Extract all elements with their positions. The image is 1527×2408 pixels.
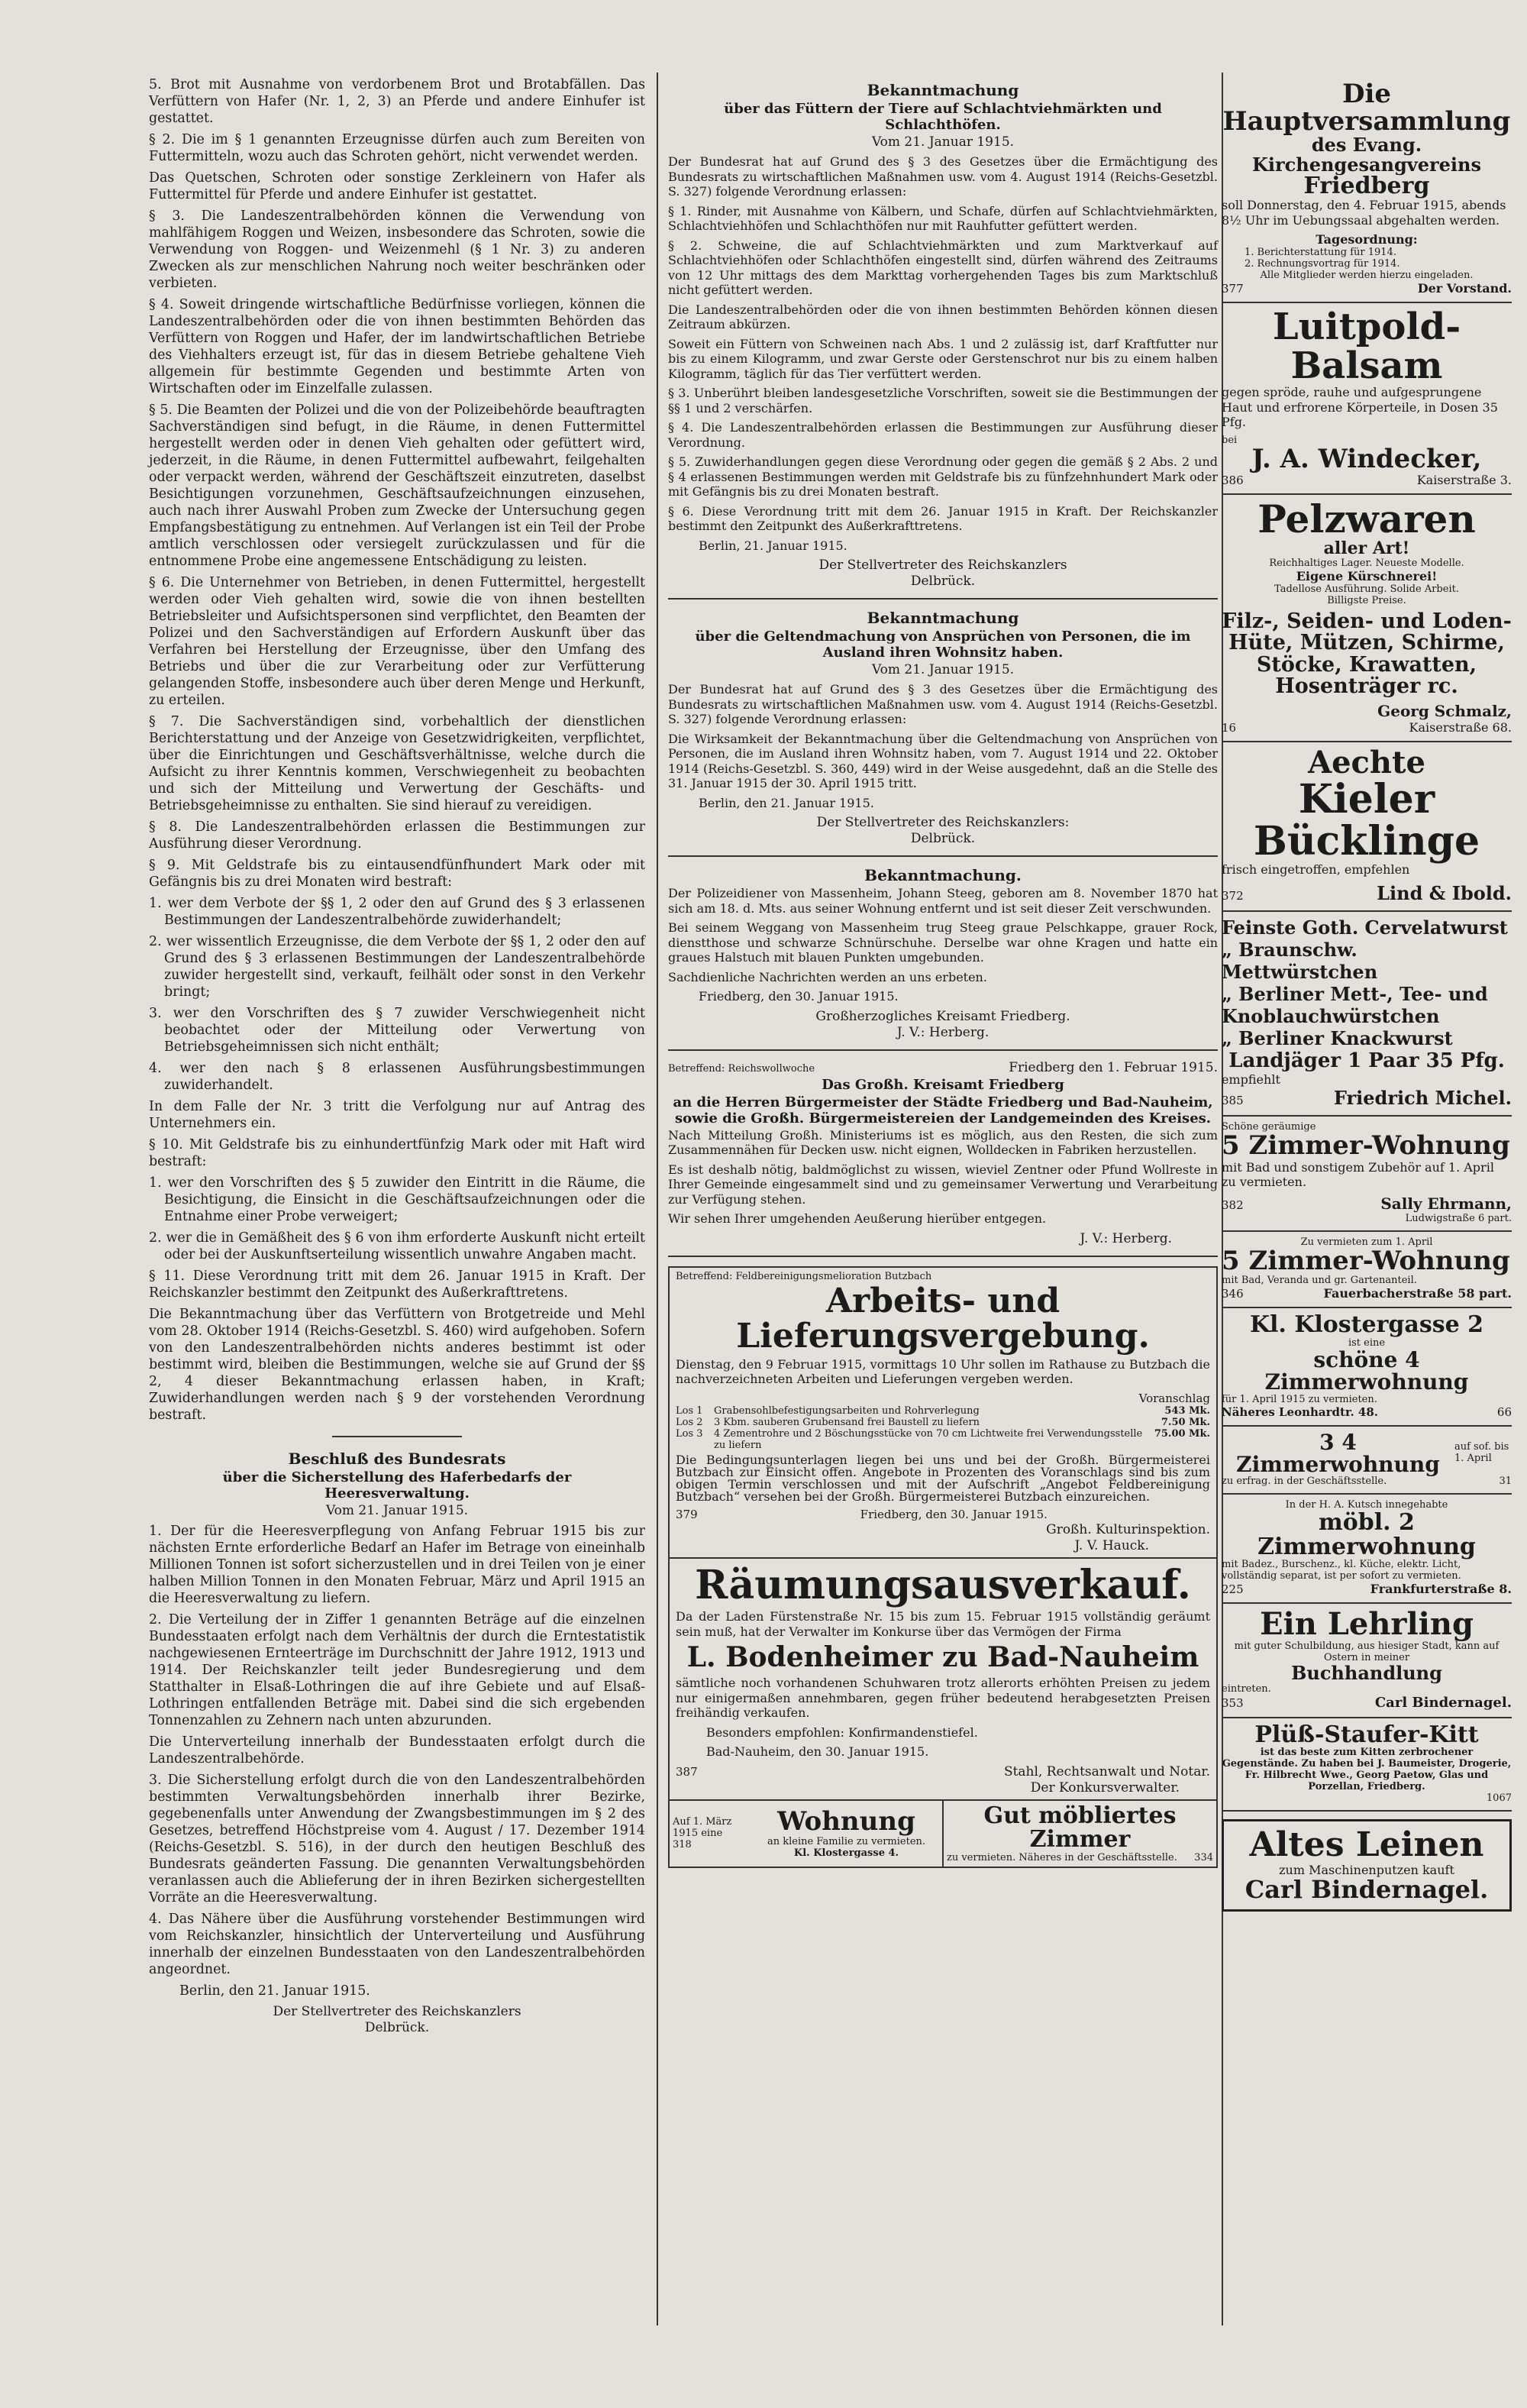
ad-subline: des Evang. Kirchengesangvereins	[1252, 134, 1481, 176]
firm-name: Carl Bindernagel.	[1374, 1694, 1512, 1711]
ad-text: Tadellose Ausführung. Solide Arbeit.	[1274, 583, 1459, 595]
firm-name: Friedrich Michel.	[1333, 1086, 1512, 1109]
place-date: Friedberg, den 30. Januar 1915.	[860, 1507, 1048, 1521]
list-item: 2. wer wissentlich Erzeugnisse, die dem Verbote der §§ 1, 2 oder den auf Grund des § 3 erlassenen Bestimmungen der Landeszentralbehörde zuwider hergestellt sind, verkauft, feilhält oder sonst in den Verkehr bringt;	[149, 934, 645, 1000]
ad-text: mit guter Schulbildung, aus hiesiger Stadt, kann auf Ostern in meiner	[1234, 1640, 1500, 1664]
ad-text: soll Donnerstag, den 4. Februar 1915, abends 8½ Uhr im Uebungssaal abgehalten werden.	[1222, 198, 1506, 228]
place-date: Berlin, den 21. Januar 1915.	[699, 795, 874, 810]
ad-text: für 1. April 1915 zu vermieten.	[1222, 1393, 1377, 1405]
ad-headline: Räumungsausverkauf.	[695, 1561, 1191, 1608]
divider	[668, 1049, 1218, 1051]
ad-5-zimmer-1	[1222, 1117, 1512, 1232]
ad-subline: Friedberg	[1303, 172, 1430, 199]
ad-subline: Buchhandlung	[1291, 1662, 1442, 1685]
paragraph: Besonders empfohlen: Konfirmandenstiefel.	[706, 1724, 978, 1740]
paragraph: Da der Laden Fürstenstraße Nr. 15 bis zum 15. Februar 1915 vollständig geräumt sein muß, hat der Verwalter im Konkurse über das Vermögen der Firma	[676, 1609, 1210, 1639]
paragraph: § 4. Die Landeszentralbehörden erlassen die Bestimmungen zur Ausführung dieser Verordnung.	[668, 420, 1218, 450]
ad-headline: Gut möbliertes Zimmer	[983, 1802, 1177, 1854]
article-date: Vom 21. Januar 1915.	[871, 662, 1015, 677]
lot-number: Los 2	[676, 1416, 703, 1428]
paragraph: 1. Der für die Heeresverpflegung von Anfang Februar 1915 bis zur nächsten Ernte erforderliche Bedarf an Hafer im Betrage von eineinhalb Millionen Tonnen ist sofort sicherzustellen und in drei Teilen von je einer halben Million Tonnen in den Monaten Februar, März und April 1915 an die Heeresverwaltung zu liefern.	[149, 1524, 645, 1606]
paragraph: § 5. Zuwiderhandlungen gegen diese Verordnung oder gegen die gemäß § 2 Abs. 2 und § 4 erlassenen Bestimmungen werden mit Geldstrafe bis zu fünfzehnhundert Mark oder mit Gefängnis bis zu drei Monaten bestraft.	[668, 454, 1218, 499]
article-subtitle: über das Füttern der Tiere auf Schlachtviehmärkten und Schlachthöfen.	[724, 101, 1162, 133]
ad-text: mit Bad und sonstigem Zubehör auf 1. April zu vermieten.	[1222, 1159, 1494, 1190]
product-item: „ Berliner Knackwurst	[1222, 1026, 1453, 1049]
paragraph: Die Unterverteilung innerhalb der Bundesstaaten erfolgt durch die Landeszentralbehörde.	[149, 1734, 645, 1766]
lot-row	[676, 1405, 1210, 1417]
paragraph: In dem Falle der Nr. 3 tritt die Verfolgung nur auf Antrag des Unternehmers ein.	[149, 1099, 645, 1131]
paragraph: Sachdienliche Nachrichten werden an uns erbeten.	[668, 969, 987, 984]
column-middle	[668, 76, 1218, 1868]
ad-altes-leinen	[1222, 1819, 1512, 1912]
paragraph: Dienstag, den 9 Februar 1915, vormittags 10 Uhr sollen im Rathause zu Butzbach die nachverzeichneten Arbeiten und Lieferungen vergeben werden.	[676, 1356, 1210, 1387]
ad-number: 377	[1222, 282, 1244, 296]
place-date: Berlin, 21. Januar 1915.	[699, 538, 847, 553]
paragraph: Das Quetschen, Schroten oder sonstige Zerkleinern von Hafer als Futtermittel für Pferde und andere Einhufer ist gestattet.	[149, 170, 645, 202]
ad-headline: Arbeits- und Lieferungsvergebung.	[736, 1281, 1150, 1356]
ad-kitt	[1222, 1718, 1512, 1812]
paragraph: § 9. Mit Geldstrafe bis zu eintausendfünfhundert Mark oder mit Gefängnis bis zu drei Monaten wird bestraft:	[149, 858, 645, 890]
paragraph: Die Bekanntmachung über das Verfüttern von Brotgetreide und Mehl vom 28. Oktober 1914 (Reichs-Gesetzbl. S. 460) wird aufgehoben. Sofern von den Landeszentralbehörden nichts anderes bestimmt ist oder bestimmt wird, bleiben die Bestimmungen, welche sie auf Grund der §§ 2, 4 dieser Bekanntmachung erlassen haben, in Kraft; Zuwiderhandlungen werden nach § 9 der vorstehenden Verordnung bestraft.	[149, 1307, 645, 1423]
ad-number: 386	[1222, 474, 1244, 488]
article-title: Bekanntmachung.	[864, 866, 1022, 884]
list-item: 2. wer die in Gemäßheit des § 6 von ihm erforderte Auskunft nicht erteilt oder bei der Auskunftserteilung wissentlich unwahre Angaben macht.	[149, 1230, 645, 1262]
small-ads-row	[668, 1801, 1218, 1868]
ad-headline: schöne 4 Zimmerwohnung	[1264, 1346, 1469, 1395]
lot-value: 543 Mk.	[1164, 1404, 1210, 1417]
list-item: 1. wer den Vorschriften des § 5 zuwider den Eintritt in die Räume, die Besichtigung, die Einsicht in die Geschäftsaufzeichnungen oder die Entnahme einer Probe verweigert;	[149, 1175, 645, 1224]
column-ads	[1222, 76, 1512, 1912]
article-subtitle: über die Geltendmachung von Ansprüchen von Personen, die im Ausland ihren Wohnsitz haben.	[695, 629, 1191, 661]
firm-name: Sally Ehrmann,	[1380, 1194, 1512, 1213]
ad-pelzwaren	[1222, 495, 1512, 742]
address: Fauerbacherstraße 58 part.	[1323, 1286, 1512, 1301]
betreff: Betreffend: Feldbereinigungsmelioration Butzbach	[676, 1270, 932, 1282]
signer-name: J. V. Hauck.	[1074, 1537, 1149, 1553]
signer-name: Der Konkursverwalter.	[1030, 1779, 1180, 1795]
ad-text: zu erfrag. in der Geschäftsstelle.	[1222, 1476, 1387, 1488]
ad-text: gegen spröde, rauhe und aufgesprungene Haut und erfrorene Körperteile, in Dosen 35 Pfg.	[1222, 385, 1498, 430]
paragraph: 3. Die Sicherstellung erfolgt durch die von den Landeszentralbehörden bestimmten Verwaltungsbehörden innerhalb ihrer Bezirke, gegebenenfalls unter Anwendung der Zwangsbestimmungen im § 2 des Gesetzes, betreffend Höchstpreise vom 4. August / 17. Dezember 1914 (Reichs-Gesetzbl. S. 516), in der durch den heutigen Beschluß des Bundesrats geänderten Fassung. Die genannten Verwaltungsbehörden veranlassen auch die Ablieferung der in ihren Bezirken sichergestellten Vorräte an die Heeresverwaltung.	[149, 1773, 645, 1905]
notice-header: an die Herren Bürgermeister der Städte Friedberg und Bad-Nauheim, sowie die Großh. Bürgermeistereien der Landgemeinden des Kreises.	[673, 1094, 1213, 1126]
place-date: Bad-Nauheim, den 30. Januar 1915.	[706, 1744, 929, 1760]
dateline: Friedberg den 1. Februar 1915.	[1009, 1059, 1218, 1075]
paragraph: Die Wirksamkeit der Bekanntmachung über die Geltendmachung von Ansprüchen von Personen, die im Ausland ihren Wohnsitz haben, vom 7. August 1914 und 22. Oktober 1914 (Reichs-Gesetzbl. S. 360, 449) wird in der Weise ausgedehnt, daß an die Stelle des 31. Januar 1915 der 30. April 1915 tritt.	[668, 731, 1218, 790]
paragraph: § 7. Die Sachverständigen sind, vorbehaltlich der dienstlichen Berichterstattung und der Anzeige von Gesetzwidrigkeiten, verpflichtet, über die Einrichtungen und Geschäftsverhältnisse, welche durch die Aufsicht zu ihrer Kenntnis kommen, Verschwiegenheit zu beobachten und sich der Mitteilung und Verwertung der Geschäfts- und Betriebsgeheimnisse zu enthalten. Sie sind hierauf zu vereidigen.	[149, 714, 645, 813]
signer-name: Delbrück.	[364, 2020, 430, 2035]
ad-number: 16	[1222, 721, 1237, 735]
signer: Der Stellvertreter des Reichskanzlers	[818, 558, 1067, 573]
article-title: Bekanntmachung	[867, 81, 1019, 99]
signer: Der Stellvertreter des Reichskanzlers	[273, 2004, 521, 2019]
paragraph: Bei seinem Weggang von Massenheim trug Steeg graue Pelschkappe, grauer Rock, dienstthose und schwarze Schnürschuhe. Derselbe war ohne Kragen und hatte ein graues Halstuch mit blauen Punkten umgebunden.	[668, 920, 1218, 965]
ad-text: auf sof. bis 1. April	[1454, 1440, 1509, 1464]
list-item: 4. wer den nach § 8 erlassenen Ausführungsbestimmungen zuwiderhandelt.	[149, 1061, 645, 1093]
ad-number: 372	[1222, 888, 1244, 903]
place-date: Berlin, den 21. Januar 1915.	[179, 1983, 370, 1999]
paragraph: § 2. Schweine, die auf Schlachtviehmärkten und zum Marktverkauf auf Schlachtviehhöfen oder Schlachthöfen eingestellt sind, dürfen während des Zeitraums von 12 Uhr mittags des dem Markttag vorhergehenden Tages bis zum Marktschluß nicht gefüttert werden.	[668, 238, 1218, 297]
ad-text: mit Badez., Burschenz., kl. Küche, elektr. Licht, vollständig separat, ist per sofort zu vermieten.	[1222, 1559, 1461, 1582]
paragraph: § 4. Soweit dringende wirtschaftliche Bedürfnisse vorliegen, können die Landeszentralbehörden oder die von ihnen bestimmten Behörden das Verfüttern von Roggen und Hafer, der im landwirtschaftlichen Betriebe des Viehhalters erzeugt ist, für das in diesem Betriebe gehaltene Vieh allgemein für bestimmte Gegenden und bestimmte Arten von Wirtschaften oder im Einzelfalle zulassen.	[149, 297, 645, 396]
ad-luitpold-balsam	[1222, 303, 1512, 495]
ad-headline: Die Hauptversammlung	[1222, 79, 1511, 137]
paragraph: 4. Das Nähere über die Ausführung vorstehender Bestimmungen wird vom Reichskanzler, hinsichtlich der Unterverteilung und Ausführung innerhalb der einzelnen Bundesstaaten von den Landeszentralbehörden angeordnet.	[149, 1912, 645, 1977]
lot-value: 75.00 Mk.	[1154, 1427, 1210, 1440]
lot-number: Los 3	[676, 1427, 703, 1440]
signer-name: Delbrück.	[910, 574, 976, 589]
product-item: Landjäger 1 Paar 35 Pfg.	[1228, 1049, 1505, 1072]
bekanntmachung-ansprueche	[668, 609, 1218, 846]
agenda-item: 2. Rechnungsvortrag für 1914.	[1245, 258, 1400, 270]
paragraph: § 1. Rinder, mit Ausnahme von Kälbern, und Schafe, dürfen auf Schlachtviehmärkten, Schlachtviehhöfen und Schlachthöfen nur mit Rauhfutter gefüttert werden.	[668, 203, 1218, 233]
ad-text: Reichhaltiges Lager. Neueste Modelle.	[1269, 557, 1464, 569]
divider	[668, 1256, 1218, 1257]
ad-number: 346	[1222, 1287, 1244, 1301]
ad-number: 382	[1222, 1198, 1244, 1212]
article-title: Beschluß des Bundesrats	[288, 1450, 506, 1468]
wohnung-ad	[670, 1801, 944, 1867]
betreff: Betreffend: Reichswollwoche	[668, 1062, 815, 1075]
reichswollwoche-notice	[668, 1060, 1218, 1246]
article-date: Vom 21. Januar 1915.	[871, 134, 1015, 150]
paragraph: Die Bedingungsunterlagen liegen bei uns und bei der Großh. Bürgermeisterei Butzbach zur Einsicht offen. Angebote in Prozenten des Voranschlags sind bis zum obigen Termin verschlossen und mit der Aufschrift „Angebot Feldbereinigung Butzbach“ versehen bei der Großh. Bürgermeisterei Butzbach einzureichen.	[676, 1452, 1210, 1504]
paragraph: § 3. Unberührt bleiben landesgesetzliche Vorschriften, soweit sie die Bestimmungen der §§ 1 und 2 verschärfen.	[668, 386, 1218, 415]
ad-text: Alle Mitglieder werden hierzu eingeladen.	[1260, 270, 1474, 282]
bekanntmachung-fuettern	[668, 81, 1218, 589]
ad-number: 379	[676, 1507, 698, 1521]
ad-headline: Kl. Klostergasse 2	[1249, 1311, 1484, 1339]
ad-number: 225	[1222, 1582, 1244, 1597]
ad-subline: aller Art!	[1323, 538, 1410, 558]
verordnung-continuation	[149, 76, 645, 1424]
ad-text: zu vermieten. Näheres in der Geschäftsstelle.	[947, 1851, 1177, 1863]
ad-hauptversammlung	[1222, 76, 1512, 303]
ad-text-large: Filz-, Seiden- und Loden-Hüte, Mützen, Schirme, Stöcke, Krawatten, Hosenträger rc.	[1222, 609, 1512, 698]
zimmer-ad	[944, 1801, 1216, 1867]
ad-text: In der H. A. Kutsch innegehabte	[1285, 1499, 1448, 1511]
article-date: Vom 21. Januar 1915.	[325, 1503, 469, 1518]
ad-headline: Wohnung	[777, 1805, 915, 1837]
lieferungsvergebung-ad	[668, 1266, 1218, 1559]
ad-number: 385	[1222, 1093, 1244, 1107]
paragraph: Der Bundesrat hat auf Grund des § 3 des Gesetzes über die Ermächtigung des Bundesrats zu wirtschaftlichen Maßnahmen usw. vom 4. August 1914 (Reichs-Gesetzbl. S. 327) folgende Verordnung erlassen:	[668, 154, 1218, 199]
ad-number: 353	[1222, 1695, 1244, 1710]
paragraph: Soweit ein Füttern von Schweinen nach Abs. 1 und 2 zulässig ist, darf Kraftfutter nur bis zu einem Kilogramm, und zwar Gerste oder Gerstenschrot nur bis zu einem halben Kilogramm, täglich für das Tier verfüttert werden.	[668, 336, 1218, 381]
signer-name: J. V.: Herberg.	[1080, 1230, 1172, 1246]
address: Näheres Leonhardtr. 48.	[1222, 1404, 1379, 1419]
place-date: Friedberg, den 30. Januar 1915.	[699, 989, 899, 1004]
signer: Der Stellvertreter des Reichskanzlers:	[816, 815, 1070, 830]
ad-number: 318	[673, 1839, 692, 1851]
ad-text: Zu vermieten zum 1. April	[1300, 1236, 1433, 1248]
ad-lehrling	[1222, 1604, 1512, 1718]
divider	[332, 1436, 462, 1437]
list-item: 3. wer den Vorschriften des § 7 zuwider Verschwiegenheit nicht beobachtet oder der Mitteilung oder Verwertung von Betriebsgeheimnissen sich nicht enthält;	[149, 1006, 645, 1055]
ad-headline: 3 4 Zimmerwohnung	[1236, 1429, 1440, 1477]
article-subtitle: über die Sicherstellung des Haferbedarfs der Heeresverwaltung.	[222, 1469, 572, 1501]
lot-number: Los 1	[676, 1404, 703, 1417]
ad-headline: Aechte	[1308, 745, 1425, 781]
ad-text: empfiehlt	[1222, 1071, 1280, 1087]
bekanntmachung-polizeidiener	[668, 866, 1218, 1040]
ad-text: eintreten.	[1222, 1682, 1271, 1695]
ad-number: 387	[676, 1764, 698, 1779]
raeumungsausverkauf-ad	[668, 1559, 1218, 1801]
ad-headline: 5 Zimmer-Wohnung	[1222, 1245, 1510, 1276]
ad-number: 66	[1496, 1404, 1512, 1419]
lot-value: 7.50 Mk.	[1161, 1416, 1210, 1428]
paragraph: Der Polizeidiener von Massenheim, Johann Steeg, geboren am 8. November 1870 hat sich am 18. d. Mts. aus seiner Wohnung entfernt und ist seit dieser Zeit verschwunden.	[668, 886, 1218, 916]
paragraph: § 10. Mit Geldstrafe bis zu einhundertfünfzig Mark oder mit Haft wird bestraft:	[149, 1137, 645, 1169]
product-item: „ Braunschw. Mettwürstchen	[1222, 938, 1378, 983]
ad-kieler-buecklinge	[1222, 742, 1512, 912]
signer-name: J. V.: Herberg.	[896, 1024, 989, 1040]
article-title: Bekanntmachung	[867, 609, 1019, 627]
paragraph: sämtliche noch vorhandenen Schuhwaren trotz allerorts erhöhten Preisen zu jedem nur einigermaßen annehmbaren, gegen früher bedeutend herabgesetzten Preisen freihändig verkaufen.	[676, 1676, 1210, 1721]
ad-moebl-2-zimmer	[1222, 1495, 1512, 1604]
ad-text: Eigene Kürschnerei!	[1296, 568, 1438, 583]
ad-headline: Altes Leinen	[1249, 1825, 1484, 1864]
product-item: Feinste Goth. Cervelatwurst	[1222, 916, 1508, 939]
ad-number: 1067	[1486, 1792, 1512, 1804]
ad-headline: möbl. 2 Zimmerwohnung	[1257, 1509, 1476, 1560]
firm-name: J. A. Windecker,	[1251, 443, 1482, 474]
ad-5-zimmer-2	[1222, 1232, 1512, 1309]
paragraph: § 11. Diese Verordnung tritt mit dem 26. Januar 1915 in Kraft. Der Reichskanzler bestimmt den Zeitpunkt des Außerkrafttretens.	[149, 1269, 645, 1301]
ad-text: Billigste Preise.	[1327, 594, 1406, 606]
notice-header: Das Großh. Kreisamt Friedberg	[822, 1076, 1064, 1093]
ad-text: frisch eingetroffen, empfehlen	[1222, 862, 1410, 878]
ad-text: Auf 1. März 1915 eine	[673, 1816, 732, 1840]
signer: Großherzogliches Kreisamt Friedberg.	[815, 1008, 1070, 1024]
ad-headline: Ein Lehrling	[1260, 1606, 1474, 1643]
ad-text: Schöne geräumige	[1222, 1120, 1316, 1133]
paragraph: § 6. Diese Verordnung tritt mit dem 26. Januar 1915 in Kraft. Der Reichskanzler bestimmt den Zeitpunkt des Außerkrafttretens.	[668, 503, 1218, 533]
ad-text: ist eine	[1348, 1337, 1386, 1349]
paragraph: 2. Die Verteilung der in Ziffer 1 genannten Beträge auf die einzelnen Bundesstaaten erfolgt nach dem Verhältnis der durch die Erntestatistik nachgewiesenen Ernteerträge im Durchschnitt der Jahre 1912, 1913 und 1914. Der Reichskanzler teilt jeder Bundesregierung und dem Statthalter in Elsaß-Lothringen die auf ihre Gebiete und auf Elsaß-Lothringen entfallenden Beträge mit. Dabei sind die sich ergebenden Tonnenzahlen zu Zehnern nach unten abzurunden.	[149, 1612, 645, 1728]
ad-headline: Kieler Bücklinge	[1253, 776, 1480, 865]
product-item: „ Berliner Mett-, Tee- und Knoblauchwürstchen	[1222, 982, 1488, 1027]
signer: Der Vorstand.	[1417, 281, 1512, 296]
divider	[668, 598, 1218, 600]
paragraph: § 8. Die Landeszentralbehörden erlassen die Bestimmungen zur Ausführung dieser Verordnung.	[149, 819, 645, 852]
signer: Stahl, Rechtsanwalt und Notar.	[1003, 1763, 1210, 1779]
ad-text: zum Maschinenputzen kauft	[1279, 1863, 1454, 1878]
paragraph: § 3. Die Landeszentralbehörden können die Verwendung von mahlfähigem Roggen und Weizen, insbesondere das Schroten, sowie die Verwendung von Roggen- und Weizenmehl (§ 1 Nr. 3) zu anderen Zwecken als zur menschlichen Nahrung noch weiter beschränken oder verbieten.	[149, 208, 645, 291]
paragraph: Wir sehen Ihrer umgehenden Aeußerung hierüber entgegen.	[668, 1211, 1047, 1226]
lot-text: 3 Kbm. sauberen Grubensand frei Baustell zu liefern	[714, 1416, 980, 1428]
firm-name: Lind & Ibold.	[1377, 881, 1512, 904]
paragraph: Es ist deshalb nötig, baldmöglichst zu wissen, wieviel Zentner oder Pfund Wollreste in Ihrer Gemeinde eingesammelt sind und zu gemeinsamer Verwertung und Verarbeitung zur Verfügung stehen.	[668, 1162, 1218, 1207]
paragraph: § 6. Die Unternehmer von Betrieben, in denen Futtermittel, hergestellt werden oder Vieh gehalten wird, sowie die von ihnen bestellten Betriebsleiter und Aufsichtspersonen sind verpflichtet, den Beamten der Polizei und den Sachverständigen auf Erfordern Auskunft über das Verfahren bei Herstellung der Erzeugnisse, über den Umfang des Betriebs und über die zur Verarbeitung oder zur Verfütterung gelangenden Stoffe, insbesondere auch über deren Menge und Herkunft, zu erteilen.	[149, 575, 645, 708]
paragraph: 5. Brot mit Ausnahme von verdorbenem Brot und Brotabfällen. Das Verfüttern von Hafer (Nr. 1, 2, 3) an Pferde und andere Einhufer ist gestattet.	[149, 77, 645, 126]
lot-text: Grabensohlbefestigungsarbeiten und Rohrverlegung	[714, 1404, 980, 1417]
divider	[668, 855, 1218, 857]
column-rule-1	[657, 73, 658, 2326]
paragraph: Der Bundesrat hat auf Grund des § 3 des Gesetzes über die Ermächtigung des Bundesrats zu wirtschaftlichen Maßnahmen usw. vom 4. August 1914 (Reichs-Gesetzbl. S. 327) folgende Verordnung erlassen:	[668, 682, 1218, 726]
ad-number: 334	[1194, 1851, 1213, 1863]
lot-row	[676, 1428, 1210, 1451]
agenda-item: 1. Berichterstattung für 1914.	[1245, 247, 1396, 259]
firm-name: Georg Schmalz,	[1377, 702, 1512, 721]
ad-headline: Luitpold-Balsam	[1272, 305, 1461, 387]
signer-name: Delbrück.	[910, 831, 976, 846]
signer: Großh. Kulturinspektion.	[1046, 1521, 1210, 1537]
ad-headline: Plüß-Staufer-Kitt	[1254, 1721, 1479, 1748]
ad-klostergasse	[1222, 1308, 1512, 1426]
address: Kl. Klostergasse 4.	[793, 1847, 899, 1859]
ad-3-4-zimmer	[1222, 1427, 1512, 1495]
paragraph: § 2. Die im § 1 genannten Erzeugnisse dürfen auch zum Bereiten von Futtermitteln, wozu auch das Schroten gehört, nicht verwendet werden.	[149, 132, 645, 164]
firm-name: L. Bodenheimer zu Bad-Nauheim	[686, 1641, 1199, 1674]
address: Kaiserstraße 68.	[1409, 720, 1512, 735]
paragraph: Nach Mitteilung Großh. Ministeriums ist es möglich, aus den Resten, die sich zum Zusammennähen für Decken usw. nicht eignen, Wolldecken in Fabriken herzustellen.	[668, 1127, 1218, 1157]
address: Kaiserstraße 3.	[1416, 473, 1512, 488]
ad-text: bei	[1222, 434, 1238, 446]
column-left	[149, 76, 645, 2036]
ad-wurst	[1222, 912, 1512, 1117]
list-item: 1. wer dem Verbote der §§ 1, 2 oder den auf Grund des § 3 erlassenen Bestimmungen der Landeszentralbehörde zuwiderhandelt;	[149, 896, 645, 928]
ad-text: ist das beste zum Kitten zerbrochener Gegenstände. Zu haben bei J. Baumeister, Drogerie, Fr. Hilbrecht Wwe., Georg Paetow, Glas und Porzellan, Friedberg.	[1222, 1747, 1512, 1792]
ad-headline: Pelzwaren	[1257, 496, 1476, 542]
beschluss-haferbedarf	[149, 1450, 645, 2035]
firm-name: Carl Bindernagel.	[1245, 1875, 1489, 1905]
address: Frankfurterstraße 8.	[1370, 1582, 1512, 1597]
agenda-heading: Tagesordnung:	[1316, 232, 1418, 247]
lot-row	[676, 1417, 1210, 1428]
address: Ludwigstraße 6 part.	[1405, 1212, 1512, 1224]
paragraph: Die Landeszentralbehörden oder die von ihnen bestimmten Behörden können diesen Zeitraum abkürzen.	[668, 302, 1218, 331]
ad-headline: 5 Zimmer-Wohnung	[1222, 1130, 1510, 1161]
ad-text: an kleine Familie zu vermieten.	[767, 1835, 926, 1847]
ad-number: 31	[1499, 1476, 1512, 1488]
ad-text: mit Bad, Veranda und gr. Gartenanteil.	[1222, 1275, 1417, 1287]
voranschlag-label: Voranschlag	[1138, 1391, 1210, 1405]
lot-text: 4 Zementrohre und 2 Böschungsstücke von 70 cm Lichtweite frei Verwendungsstelle zu liefern	[714, 1427, 1143, 1451]
paragraph: § 5. Die Beamten der Polizei und die von der Polizeibehörde beauftragten Sachverständigen sind befugt, in die Räume, in denen Futtermittel hergestellt werden oder in denen Vieh gehalten oder gefüttert wird, jederzeit, in die Räume, in denen Futtermittel aufbewahrt, feilgehalten oder verpackt werden, während der Geschäftszeit einzutreten, daselbst Besichtigungen vorzunehmen, Geschäftsaufzeichnungen einzusehen, auch nach ihrer Auswahl Proben zum Zwecke der Untersuchung gegen Empfangsbestätigung zu entnehmen. Auf Verlangen ist ein Teil der Probe amtlich verschlossen oder versiegelt zurückzulassen und für die entnommene Probe eine angemessene Entschädigung zu leisten.	[149, 402, 645, 569]
